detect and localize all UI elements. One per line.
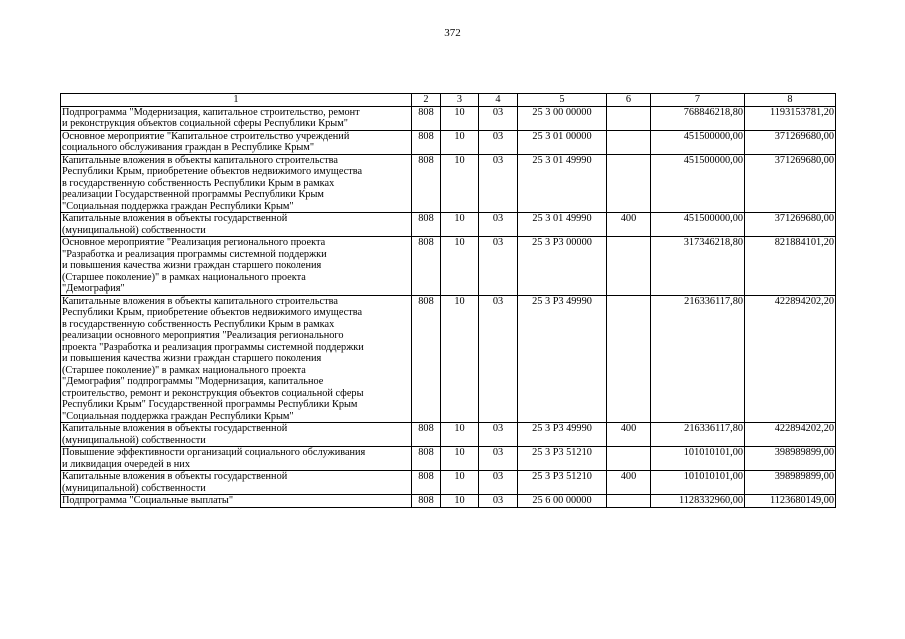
cell-amount-year-1: 101010101,00 xyxy=(651,447,745,471)
cell-description xyxy=(61,237,412,296)
budget-table xyxy=(60,93,836,508)
cell-ministry-code: 808 xyxy=(412,471,441,495)
column-header: 1 xyxy=(61,94,412,107)
table-row xyxy=(61,423,836,447)
description-line: Основное мероприятие "Капитальное строительство учреждений xyxy=(62,130,350,142)
description-line: Капитальные вложения в объекты государственной xyxy=(62,213,288,224)
cell-section: 10 xyxy=(441,237,479,296)
description-line: "Демография" xyxy=(62,283,125,294)
cell-description xyxy=(61,295,412,423)
cell-target-article: 25 3 P3 49990 xyxy=(518,295,607,423)
cell-subsection: 03 xyxy=(479,130,518,154)
cell-subsection: 03 xyxy=(479,495,518,508)
cell-ministry-code: 808 xyxy=(412,106,441,130)
cell-target-article: 25 3 01 49990 xyxy=(518,154,607,213)
cell-expense-type xyxy=(607,154,651,213)
description-line: и повышения качества жизни граждан старшего поколения xyxy=(62,353,322,364)
cell-amount-year-1: 101010101,00 xyxy=(651,471,745,495)
description-line: Капитальные вложения в объекты государственной xyxy=(62,423,288,434)
cell-amount-year-2: 398989899,00 xyxy=(745,447,836,471)
cell-amount-year-2: 422894202,20 xyxy=(745,295,836,423)
column-header: 2 xyxy=(412,94,441,107)
description-line: (муниципальной) собственности xyxy=(62,434,206,446)
cell-amount-year-1: 216336117,80 xyxy=(651,295,745,423)
cell-expense-type: 400 xyxy=(607,213,651,237)
table-row xyxy=(61,237,836,296)
cell-ministry-code: 808 xyxy=(412,130,441,154)
cell-description xyxy=(61,495,412,508)
cell-section: 10 xyxy=(441,154,479,213)
description-line: и реконструкция объектов социальной сферы Республики Крым" xyxy=(62,118,348,129)
cell-section: 10 xyxy=(441,295,479,423)
cell-amount-year-2: 371269680,00 xyxy=(745,130,836,154)
column-header-row xyxy=(61,94,836,107)
table-row xyxy=(61,471,836,495)
cell-section: 10 xyxy=(441,471,479,495)
description-line: "Социальная поддержка граждан Республики Крым" xyxy=(62,410,294,422)
cell-amount-year-1: 451500000,00 xyxy=(651,154,745,213)
table-row xyxy=(61,154,836,213)
cell-subsection: 03 xyxy=(479,106,518,130)
cell-target-article: 25 3 P3 49990 xyxy=(518,423,607,447)
cell-description xyxy=(61,471,412,495)
cell-section: 10 xyxy=(441,447,479,471)
table-row xyxy=(61,130,836,154)
column-header: 3 xyxy=(441,94,479,107)
cell-subsection: 03 xyxy=(479,295,518,423)
description-line: Капитальные вложения в объекты государственной xyxy=(62,471,288,482)
column-header: 8 xyxy=(745,94,836,107)
description-line: "Демография" подпрограммы "Модернизация, капитальное xyxy=(62,376,324,387)
cell-target-article: 25 3 00 00000 xyxy=(518,106,607,130)
description-line: "Разработка и реализация программы системной поддержки xyxy=(62,248,327,260)
cell-section: 10 xyxy=(441,423,479,447)
cell-expense-type: 400 xyxy=(607,471,651,495)
column-header: 7 xyxy=(651,94,745,107)
cell-amount-year-2: 398989899,00 xyxy=(745,471,836,495)
cell-ministry-code: 808 xyxy=(412,237,441,296)
cell-expense-type xyxy=(607,106,651,130)
cell-ministry-code: 808 xyxy=(412,213,441,237)
description-line: проекта "Разработка и реализация программы системной поддержки xyxy=(62,341,364,353)
cell-section: 10 xyxy=(441,495,479,508)
cell-section: 10 xyxy=(441,106,479,130)
cell-subsection: 03 xyxy=(479,447,518,471)
description-line: реализации Государственной программы Республики Крым xyxy=(62,189,324,200)
cell-subsection: 03 xyxy=(479,213,518,237)
description-line: и ликвидация очередей в них xyxy=(62,458,190,470)
description-line: строительство, ремонт и реконструкция объектов социальной сферы xyxy=(62,387,364,399)
description-line: социального обслуживания граждан в Республике Крым" xyxy=(62,142,315,153)
cell-description xyxy=(61,213,412,237)
description-line: Основное мероприятие "Реализация регионального проекта xyxy=(62,237,326,248)
description-line: Республики Крым, приобретение объектов недвижимого имущества xyxy=(62,166,363,177)
description-line: (Старшее поколение)" в рамках национального проекта xyxy=(62,271,306,283)
cell-expense-type xyxy=(607,495,651,508)
description-line: в государственную собственность Республики Крым в рамках xyxy=(62,318,335,330)
column-header: 4 xyxy=(479,94,518,107)
page-number: 372 xyxy=(444,27,461,39)
cell-subsection: 03 xyxy=(479,471,518,495)
cell-expense-type xyxy=(607,295,651,423)
cell-amount-year-1: 317346218,80 xyxy=(651,237,745,296)
description-line: (муниципальной) собственности xyxy=(62,482,206,494)
cell-description xyxy=(61,423,412,447)
cell-expense-type: 400 xyxy=(607,423,651,447)
description-line: Подпрограмма "Модернизация, капитальное строительство, ремонт xyxy=(62,106,360,118)
table-row xyxy=(61,295,836,423)
description-line: Капитальные вложения в объекты капитального строительства xyxy=(62,295,338,307)
description-line: (Старшее поколение)" в рамках национального проекта xyxy=(62,364,306,376)
cell-section: 10 xyxy=(441,213,479,237)
cell-target-article: 25 6 00 00000 xyxy=(518,495,607,508)
cell-expense-type xyxy=(607,447,651,471)
cell-target-article: 25 3 P3 51210 xyxy=(518,471,607,495)
cell-target-article: 25 3 01 00000 xyxy=(518,130,607,154)
cell-amount-year-2: 371269680,00 xyxy=(745,154,836,213)
table-row xyxy=(61,447,836,471)
cell-ministry-code: 808 xyxy=(412,495,441,508)
description-line: и повышения качества жизни граждан старшего поколения xyxy=(62,260,322,271)
table-row xyxy=(61,495,836,508)
cell-amount-year-2: 1193153781,20 xyxy=(745,106,836,130)
cell-amount-year-1: 216336117,80 xyxy=(651,423,745,447)
description-line: реализации основного мероприятия "Реализация регионального xyxy=(62,330,344,341)
cell-amount-year-1: 451500000,00 xyxy=(651,213,745,237)
description-line: Республики Крым, приобретение объектов недвижимого имущества xyxy=(62,307,363,318)
cell-target-article: 25 3 01 49990 xyxy=(518,213,607,237)
cell-amount-year-1: 768846218,80 xyxy=(651,106,745,130)
column-header: 6 xyxy=(607,94,651,107)
cell-section: 10 xyxy=(441,130,479,154)
cell-amount-year-2: 371269680,00 xyxy=(745,213,836,237)
cell-ministry-code: 808 xyxy=(412,447,441,471)
cell-amount-year-1: 451500000,00 xyxy=(651,130,745,154)
cell-subsection: 03 xyxy=(479,237,518,296)
description-line: Повышение эффективности организаций социального обслуживания xyxy=(62,447,366,458)
cell-amount-year-2: 422894202,20 xyxy=(745,423,836,447)
cell-description xyxy=(61,154,412,213)
cell-description xyxy=(61,447,412,471)
description-line: Капитальные вложения в объекты капитального строительства xyxy=(62,154,338,166)
cell-amount-year-2: 821884101,20 xyxy=(745,237,836,296)
description-line: в государственную собственность Республики Крым в рамках xyxy=(62,177,335,189)
cell-ministry-code: 808 xyxy=(412,154,441,213)
cell-target-article: 25 3 P3 51210 xyxy=(518,447,607,471)
column-header: 5 xyxy=(518,94,607,107)
table-row xyxy=(61,213,836,237)
description-line: Подпрограмма "Социальные выплаты" xyxy=(62,495,234,506)
cell-expense-type xyxy=(607,130,651,154)
cell-expense-type xyxy=(607,237,651,296)
cell-ministry-code: 808 xyxy=(412,295,441,423)
cell-amount-year-1: 1128332960,00 xyxy=(651,495,745,508)
cell-subsection: 03 xyxy=(479,154,518,213)
cell-description xyxy=(61,130,412,154)
description-line: Республики Крым" Государственной программы Республики Крым xyxy=(62,399,358,410)
description-line: "Социальная поддержка граждан Республики Крым" xyxy=(62,200,294,212)
cell-amount-year-2: 1123680149,00 xyxy=(745,495,836,508)
table-row xyxy=(61,106,836,130)
cell-target-article: 25 3 P3 00000 xyxy=(518,237,607,296)
cell-subsection: 03 xyxy=(479,423,518,447)
cell-ministry-code: 808 xyxy=(412,423,441,447)
description-line: (муниципальной) собственности xyxy=(62,224,206,236)
cell-description xyxy=(61,106,412,130)
